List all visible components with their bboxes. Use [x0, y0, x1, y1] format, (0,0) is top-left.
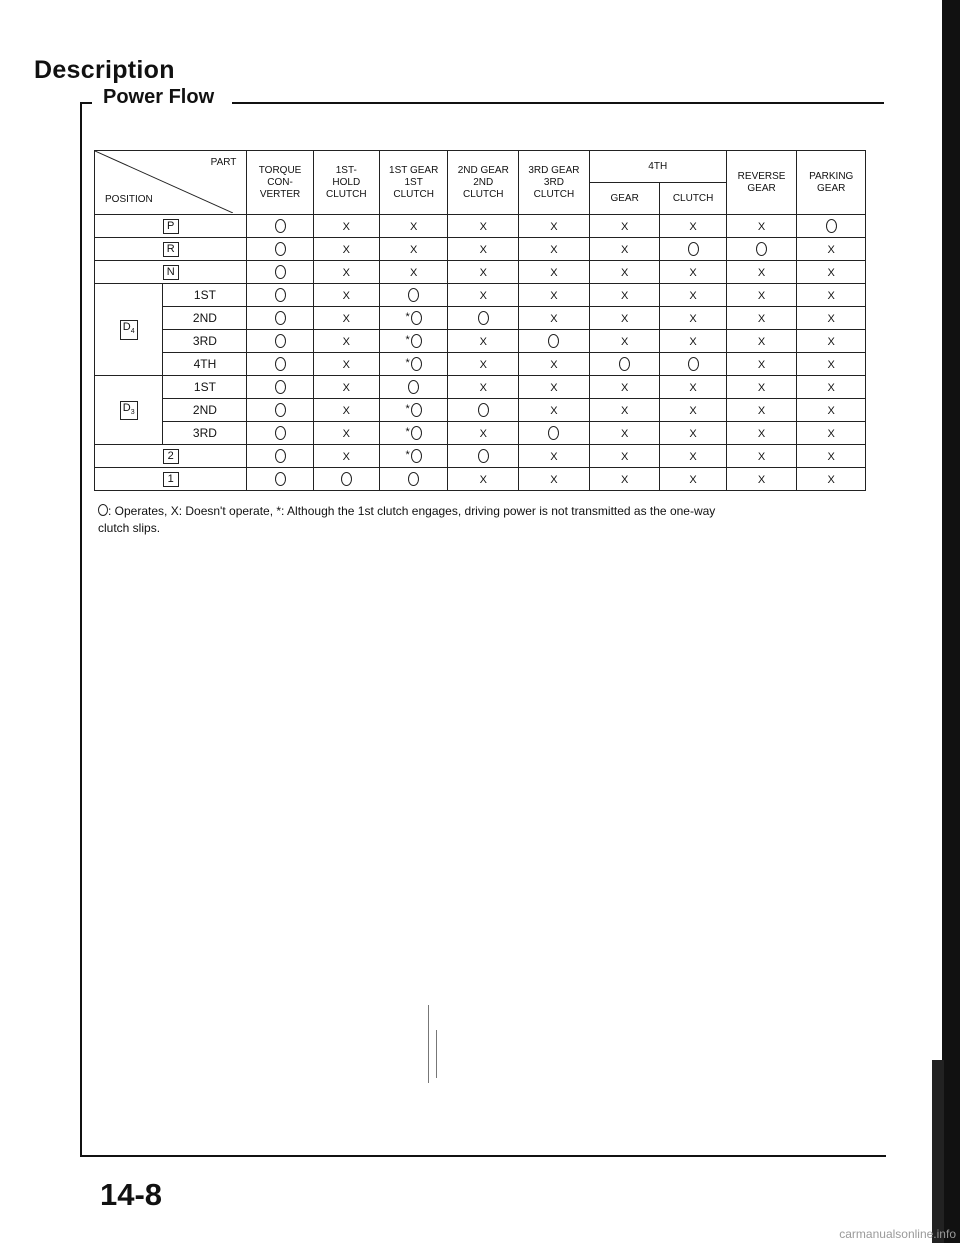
table-cell — [448, 215, 519, 238]
table-cell — [448, 261, 519, 284]
operates-circle-icon — [478, 449, 489, 463]
not-operate-mark: X — [620, 336, 629, 348]
asterisk-mark: * — [405, 310, 410, 323]
table-cell — [797, 468, 866, 491]
table-cell — [379, 238, 447, 261]
gear-cell: 1ST — [163, 284, 247, 307]
operates-circle-icon — [411, 357, 422, 371]
table-row — [95, 445, 866, 468]
not-operate-mark: X — [342, 359, 350, 371]
table-cell — [519, 353, 590, 376]
table-cell — [726, 399, 797, 422]
operates-circle-icon — [275, 288, 286, 302]
gear-cell: 1ST — [163, 376, 247, 399]
not-operate-mark: X — [620, 382, 629, 394]
operates-circle-icon — [411, 334, 422, 348]
table-cell — [519, 261, 590, 284]
not-operate-mark: X — [342, 244, 350, 256]
table-cell — [519, 307, 590, 330]
table-corner-header — [95, 151, 247, 215]
table-cell — [519, 238, 590, 261]
table-cell — [519, 376, 590, 399]
table-cell — [589, 422, 660, 445]
table-cell — [660, 445, 726, 468]
table-cell — [313, 422, 379, 445]
table-cell — [379, 215, 447, 238]
table-cell — [313, 284, 379, 307]
not-operate-mark: X — [757, 451, 766, 463]
table-cell — [379, 330, 447, 353]
not-operate-mark: X — [479, 336, 487, 348]
table-cell — [313, 353, 379, 376]
table-cell — [797, 422, 866, 445]
operates-circle-icon — [478, 403, 489, 417]
not-operate-mark: X — [550, 313, 558, 325]
operates-circle-icon — [275, 357, 286, 371]
not-operate-mark: X — [342, 382, 350, 394]
not-operate-mark: X — [689, 313, 697, 325]
operates-circle-icon — [408, 288, 419, 302]
table-cell — [379, 445, 447, 468]
operates-circle-icon — [275, 426, 286, 440]
position-cell — [95, 468, 247, 491]
not-operate-mark: X — [827, 359, 835, 371]
table-cell — [660, 468, 726, 491]
table-row — [95, 284, 866, 307]
operates-circle-icon — [411, 426, 422, 440]
not-operate-mark: X — [689, 428, 697, 440]
shift-position-badge: P — [163, 219, 179, 234]
table-cell — [660, 261, 726, 284]
not-operate-mark: X — [620, 313, 629, 325]
table-row — [95, 215, 866, 238]
table-cell — [797, 445, 866, 468]
table-cell — [589, 261, 660, 284]
table-cell — [660, 422, 726, 445]
position-cell — [95, 376, 163, 445]
not-operate-mark: X — [550, 290, 558, 302]
table-cell — [726, 376, 797, 399]
not-operate-mark: X — [479, 382, 487, 394]
not-operate-mark: X — [620, 221, 629, 233]
operates-circle-icon — [275, 242, 286, 256]
table-cell — [726, 238, 797, 261]
operates-circle-icon — [619, 357, 630, 371]
table-cell — [660, 307, 726, 330]
not-operate-mark: X — [827, 382, 835, 394]
table-cell — [448, 353, 519, 376]
table-cell — [448, 284, 519, 307]
not-operate-mark: X — [479, 244, 487, 256]
table-cell — [247, 330, 313, 353]
power-flow-table — [94, 150, 866, 491]
table-cell — [379, 353, 447, 376]
operates-circle-icon — [688, 242, 699, 256]
table-cell — [797, 330, 866, 353]
operates-circle-icon — [275, 403, 286, 417]
operates-circle-icon — [411, 449, 422, 463]
col-header-parking: PARKING GEAR — [797, 151, 866, 215]
position-cell — [95, 238, 247, 261]
col-header-4th-clutch: CLUTCH — [660, 183, 726, 215]
operates-circle-icon — [341, 472, 352, 486]
table-cell — [797, 399, 866, 422]
gear-cell: 2ND — [163, 307, 247, 330]
not-operate-mark: X — [620, 405, 629, 417]
asterisk-mark: * — [405, 448, 410, 461]
not-operate-mark: X — [689, 336, 697, 348]
table-cell — [519, 399, 590, 422]
table-cell — [379, 261, 447, 284]
position-cell — [95, 445, 247, 468]
shift-position-badge: $D_3$ — [120, 401, 138, 420]
table-cell — [589, 284, 660, 307]
operates-circle-icon — [826, 219, 837, 233]
margin-mark — [436, 1030, 437, 1078]
not-operate-mark: X — [550, 382, 558, 394]
legend-text-line2: clutch slips. — [98, 521, 161, 535]
not-operate-mark: X — [827, 405, 835, 417]
not-operate-mark: X — [757, 405, 766, 417]
not-operate-mark: X — [827, 313, 835, 325]
operates-circle-icon — [756, 242, 767, 256]
not-operate-mark: X — [550, 405, 558, 417]
not-operate-mark: X — [342, 451, 350, 463]
not-operate-mark: X — [827, 451, 835, 463]
position-cell — [95, 261, 247, 284]
not-operate-mark: X — [342, 221, 350, 233]
corner-part-label: PART — [210, 157, 237, 168]
table-cell — [797, 307, 866, 330]
table-cell — [448, 238, 519, 261]
not-operate-mark: X — [342, 336, 350, 348]
table-cell — [797, 284, 866, 307]
table-cell — [247, 468, 313, 491]
table-cell — [726, 468, 797, 491]
table-cell — [797, 353, 866, 376]
table-cell — [379, 399, 447, 422]
not-operate-mark: X — [620, 474, 629, 486]
table-cell — [379, 422, 447, 445]
not-operate-mark: X — [410, 244, 418, 256]
table-cell — [660, 215, 726, 238]
not-operate-mark: X — [550, 359, 558, 371]
not-operate-mark: X — [479, 359, 487, 371]
table-cell — [313, 238, 379, 261]
not-operate-mark: X — [757, 474, 766, 486]
operates-circle-icon — [275, 334, 286, 348]
not-operate-mark: X — [689, 290, 697, 302]
operates-circle-icon — [408, 472, 419, 486]
table-row — [95, 422, 866, 445]
legend-text: : Operates, X: Doesn't operate, *: Although the 1st clutch engages, driving power is not transmitted as the one-way — [108, 504, 716, 518]
not-operate-mark: X — [342, 313, 350, 325]
operates-circle-icon — [275, 265, 286, 279]
table-cell — [379, 307, 447, 330]
table-cell — [589, 445, 660, 468]
operates-circle-icon — [275, 449, 286, 463]
table-cell — [313, 445, 379, 468]
not-operate-mark: X — [757, 382, 766, 394]
table-cell — [313, 261, 379, 284]
table-cell — [589, 399, 660, 422]
not-operate-mark: X — [827, 267, 835, 279]
table-cell — [589, 376, 660, 399]
page-title: Description — [34, 56, 175, 84]
col-header-reverse: REVERSE GEAR — [726, 151, 797, 215]
table-cell — [247, 376, 313, 399]
operates-circle-icon — [548, 426, 559, 440]
table-cell — [448, 468, 519, 491]
not-operate-mark: X — [410, 221, 418, 233]
shift-position-badge: R — [163, 242, 179, 257]
table-row — [95, 376, 866, 399]
not-operate-mark: X — [342, 290, 350, 302]
col-header-2nd-gear: 2ND GEAR 2ND CLUTCH — [448, 151, 519, 215]
table-cell — [726, 307, 797, 330]
not-operate-mark: X — [689, 451, 697, 463]
not-operate-mark: X — [550, 451, 558, 463]
scan-edge-band-lower — [932, 1060, 944, 1243]
shift-position-badge: 1 — [163, 472, 179, 487]
not-operate-mark: X — [689, 267, 697, 279]
col-header-3rd-gear: 3RD GEAR 3RD CLUTCH — [519, 151, 590, 215]
table-row — [95, 353, 866, 376]
not-operate-mark: X — [827, 474, 835, 486]
frame-left-rule — [80, 102, 82, 1155]
table-cell — [247, 261, 313, 284]
table-cell — [589, 330, 660, 353]
table-cell — [448, 376, 519, 399]
table-cell — [379, 284, 447, 307]
not-operate-mark: X — [479, 428, 487, 440]
table-cell — [247, 422, 313, 445]
table-cell — [519, 422, 590, 445]
table-cell — [519, 330, 590, 353]
table-cell — [247, 215, 313, 238]
section-subtitle: Power Flow — [97, 86, 220, 109]
not-operate-mark: X — [410, 267, 418, 279]
table-cell — [448, 422, 519, 445]
table-row — [95, 261, 866, 284]
operates-circle-icon — [478, 311, 489, 325]
table-cell — [247, 284, 313, 307]
table-cell — [797, 376, 866, 399]
table-row — [95, 307, 866, 330]
col-header-torque: TORQUE CON- VERTER — [247, 151, 313, 215]
frame-bottom-rule — [80, 1155, 886, 1157]
table-cell — [313, 468, 379, 491]
table-cell — [448, 330, 519, 353]
not-operate-mark: X — [757, 221, 766, 233]
gear-cell: 3RD — [163, 330, 247, 353]
table-cell — [589, 238, 660, 261]
not-operate-mark: X — [827, 290, 835, 302]
not-operate-mark: X — [757, 336, 766, 348]
table-cell — [313, 330, 379, 353]
not-operate-mark: X — [342, 428, 350, 440]
table-cell — [247, 399, 313, 422]
operates-circle-icon — [275, 380, 286, 394]
table-cell — [726, 330, 797, 353]
table-cell — [660, 238, 726, 261]
not-operate-mark: X — [620, 428, 629, 440]
position-cell — [95, 215, 247, 238]
table-cell — [313, 399, 379, 422]
not-operate-mark: X — [479, 267, 487, 279]
table-cell — [519, 468, 590, 491]
watermark: carmanualsonline.info — [839, 1227, 956, 1241]
not-operate-mark: X — [827, 336, 835, 348]
operates-circle-icon — [275, 311, 286, 325]
operates-circle-icon — [411, 311, 422, 325]
not-operate-mark: X — [689, 474, 697, 486]
table-cell — [660, 399, 726, 422]
table-cell — [379, 376, 447, 399]
frame-corner-tick — [80, 102, 92, 104]
table-cell — [660, 284, 726, 307]
not-operate-mark: X — [689, 382, 697, 394]
table-row — [95, 468, 866, 491]
page-number: 14-8 — [100, 1177, 163, 1212]
asterisk-mark: * — [405, 356, 410, 369]
table-cell — [726, 261, 797, 284]
not-operate-mark: X — [620, 290, 629, 302]
not-operate-mark: X — [342, 267, 350, 279]
scan-edge-band — [942, 0, 960, 1243]
operates-circle-icon — [275, 219, 286, 233]
asterisk-mark: * — [405, 333, 410, 346]
not-operate-mark: X — [757, 267, 766, 279]
table-cell — [726, 445, 797, 468]
table-cell — [589, 307, 660, 330]
table-cell — [726, 284, 797, 307]
table-cell — [313, 376, 379, 399]
operates-circle-icon — [411, 403, 422, 417]
not-operate-mark: X — [689, 405, 697, 417]
table-cell — [519, 284, 590, 307]
not-operate-mark: X — [479, 221, 487, 233]
table-cell — [247, 238, 313, 261]
not-operate-mark: X — [550, 267, 558, 279]
not-operate-mark: X — [757, 290, 766, 302]
not-operate-mark: X — [757, 428, 766, 440]
col-header-1st-gear: 1ST GEAR 1ST CLUTCH — [379, 151, 447, 215]
gear-cell: 3RD — [163, 422, 247, 445]
not-operate-mark: X — [757, 313, 766, 325]
shift-position-badge: 2 — [163, 449, 179, 464]
operates-circle-icon — [275, 472, 286, 486]
legend-note — [98, 503, 878, 537]
table-cell — [313, 215, 379, 238]
table-cell — [660, 376, 726, 399]
col-header-4th-gear: GEAR — [589, 183, 660, 215]
section-rule — [232, 102, 884, 104]
position-cell — [95, 284, 163, 376]
not-operate-mark: X — [620, 244, 629, 256]
not-operate-mark: X — [757, 359, 766, 371]
table-cell — [247, 353, 313, 376]
not-operate-mark: X — [550, 474, 558, 486]
table-cell — [589, 353, 660, 376]
corner-position-label: POSITION — [105, 194, 153, 205]
asterisk-mark: * — [405, 425, 410, 438]
not-operate-mark: X — [689, 221, 697, 233]
table-cell — [726, 353, 797, 376]
table-cell — [797, 238, 866, 261]
col-header-4th: 4TH — [589, 151, 726, 183]
table-cell — [313, 307, 379, 330]
operates-circle-icon — [408, 380, 419, 394]
shift-position-badge: $D_4$ — [120, 320, 138, 339]
operates-circle-icon — [688, 357, 699, 371]
not-operate-mark: X — [827, 428, 835, 440]
table-cell — [726, 422, 797, 445]
not-operate-mark: X — [827, 244, 835, 256]
table-cell — [797, 215, 866, 238]
operates-circle-icon — [548, 334, 559, 348]
not-operate-mark: X — [620, 451, 629, 463]
not-operate-mark: X — [620, 267, 629, 279]
table-cell — [247, 445, 313, 468]
col-header-1st-hold: 1ST- HOLD CLUTCH — [313, 151, 379, 215]
margin-mark — [428, 1005, 429, 1083]
table-row — [95, 238, 866, 261]
not-operate-mark: X — [550, 244, 558, 256]
table-row — [95, 399, 866, 422]
shift-position-badge: N — [163, 265, 179, 280]
not-operate-mark: X — [342, 405, 350, 417]
operates-circle-icon — [98, 504, 108, 516]
table-cell — [519, 215, 590, 238]
gear-cell: 2ND — [163, 399, 247, 422]
not-operate-mark: X — [479, 290, 487, 302]
table-cell — [448, 399, 519, 422]
table-cell — [247, 307, 313, 330]
table-cell — [589, 468, 660, 491]
not-operate-mark: X — [550, 221, 558, 233]
table-cell — [448, 307, 519, 330]
table-cell — [726, 215, 797, 238]
table-cell — [379, 468, 447, 491]
table-cell — [797, 261, 866, 284]
gear-cell: 4TH — [163, 353, 247, 376]
asterisk-mark: * — [405, 402, 410, 415]
not-operate-mark: X — [479, 474, 487, 486]
power-flow-body — [95, 215, 866, 491]
table-cell — [448, 445, 519, 468]
table-cell — [589, 215, 660, 238]
table-cell — [660, 330, 726, 353]
table-cell — [660, 353, 726, 376]
table-cell — [519, 445, 590, 468]
table-row — [95, 330, 866, 353]
